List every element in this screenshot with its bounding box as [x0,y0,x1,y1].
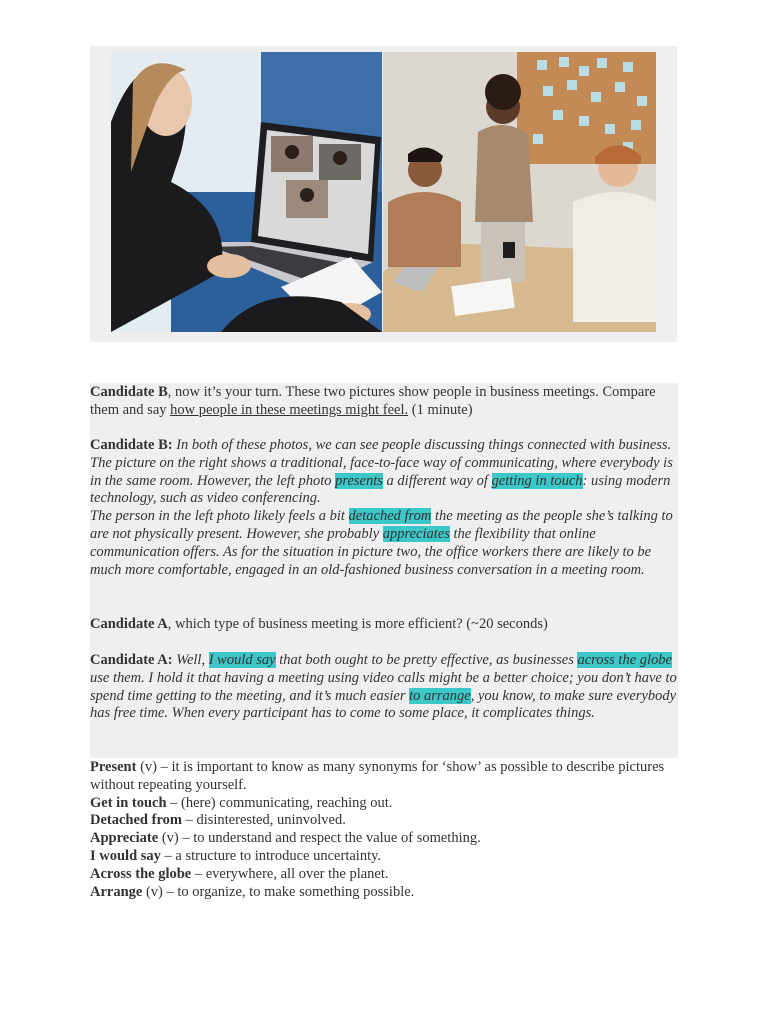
glossary-item: Get in touch – (here) communicating, reaching out. [90,794,393,811]
highlight-detached-from: detached from [348,508,432,525]
examiner-prompt-2: Candidate A, which type of business meeting is more efficient? (~20 seconds) [90,616,548,632]
glossary-item: Arrange (v) – to organize, to make something possible. [90,883,415,900]
glossary-item: Detached from – disinterested, uninvolved. [90,812,346,829]
candidate-a-answer: Candidate A: Well, I would say that both ought to be pretty effective, as businesses across the globe use them. I hold it that having a meeting using video calls might be a better choice; you don’t have to spend time getting to the meeting, and it’s much easier to arrange, you know, to make sure everybody has free time. When every participant has to come to some place, it complicates things. [90,652,677,722]
glossary-item: Present (v) – it is important to know as many synonyms for ‘show’ as possible to describe pictures without repeating yourself. [90,759,665,793]
highlight-appreciates: appreciates [382,525,450,542]
video-conference-photo [111,52,382,332]
glossary [90,759,678,901]
candidate-b-answer: Candidate B: In both of these photos, we can see people discussing things connected with business. The picture on the right shows a traditional, face-to-face way of communicating, where everybody is in the same room. However, the left photo presents a different way of getting in touch: using modern technology, such as video conferencing. The person in the left photo likely feels a bit detached from the meeting as the people she’s talking to are not physically present. However, she probably appreciates the flexibility that online communication offers. As for the situation in picture two, the office workers there are likely to be much more comfortable, engaged in an old-fashioned business conversation in a meeting room. [90,437,673,578]
office-meeting-photo [383,52,656,332]
glossary-item: Appreciate (v) – to understand and respect the value of something. [90,830,481,847]
highlight-presents: presents [335,472,383,489]
examiner-prompt-1: Candidate B, now it’s your turn. These two pictures show people in business meetings. Compare them and say how people in these meetings might feel. (1 minute) [90,384,656,418]
highlight-i-would-say: I would say [208,652,276,668]
glossary-item: I would say – a structure to introduce uncertainty. [90,847,382,864]
highlight-to-arrange: to arrange [409,687,471,704]
photo-frame [90,46,677,342]
glossary-item: Across the globe – everywhere, all over the planet. [90,865,389,882]
highlight-getting-in-touch: getting in touch [491,472,583,489]
dialog-panel [90,383,678,758]
highlight-across-the-globe: across the globe [577,652,672,668]
